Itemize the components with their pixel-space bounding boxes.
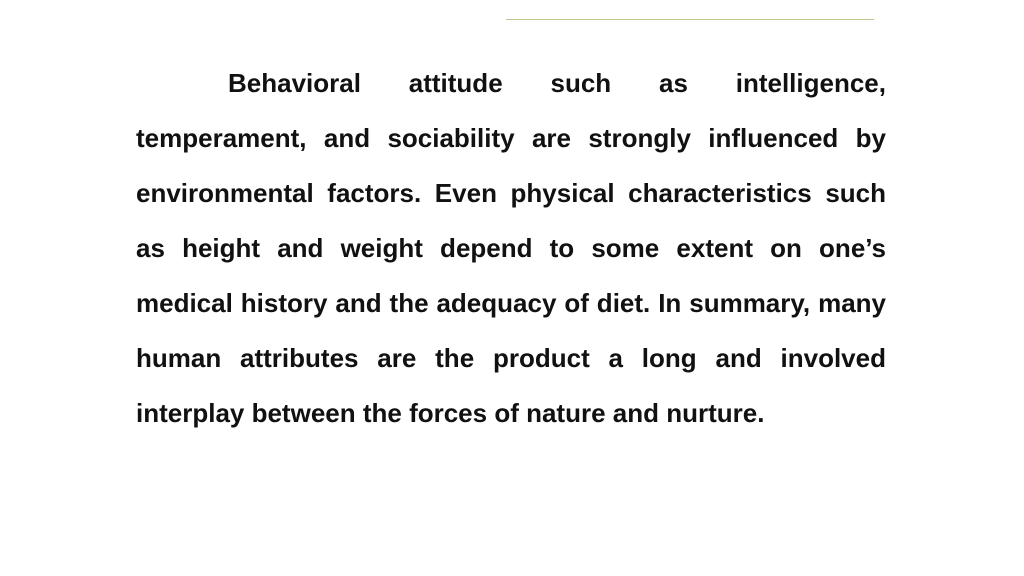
- top-divider-rule: [506, 19, 874, 20]
- body-paragraph: Behavioral attitude such as intelligence, temperament, and sociability are strongly influenced by environmental factors. Even physical characteristics such as height and weight depend to some extent on one’s medical history and the adequacy of diet. In summary, many human attributes are the product a long and involved interplay between the forces of nature and nurture.: [136, 68, 886, 428]
